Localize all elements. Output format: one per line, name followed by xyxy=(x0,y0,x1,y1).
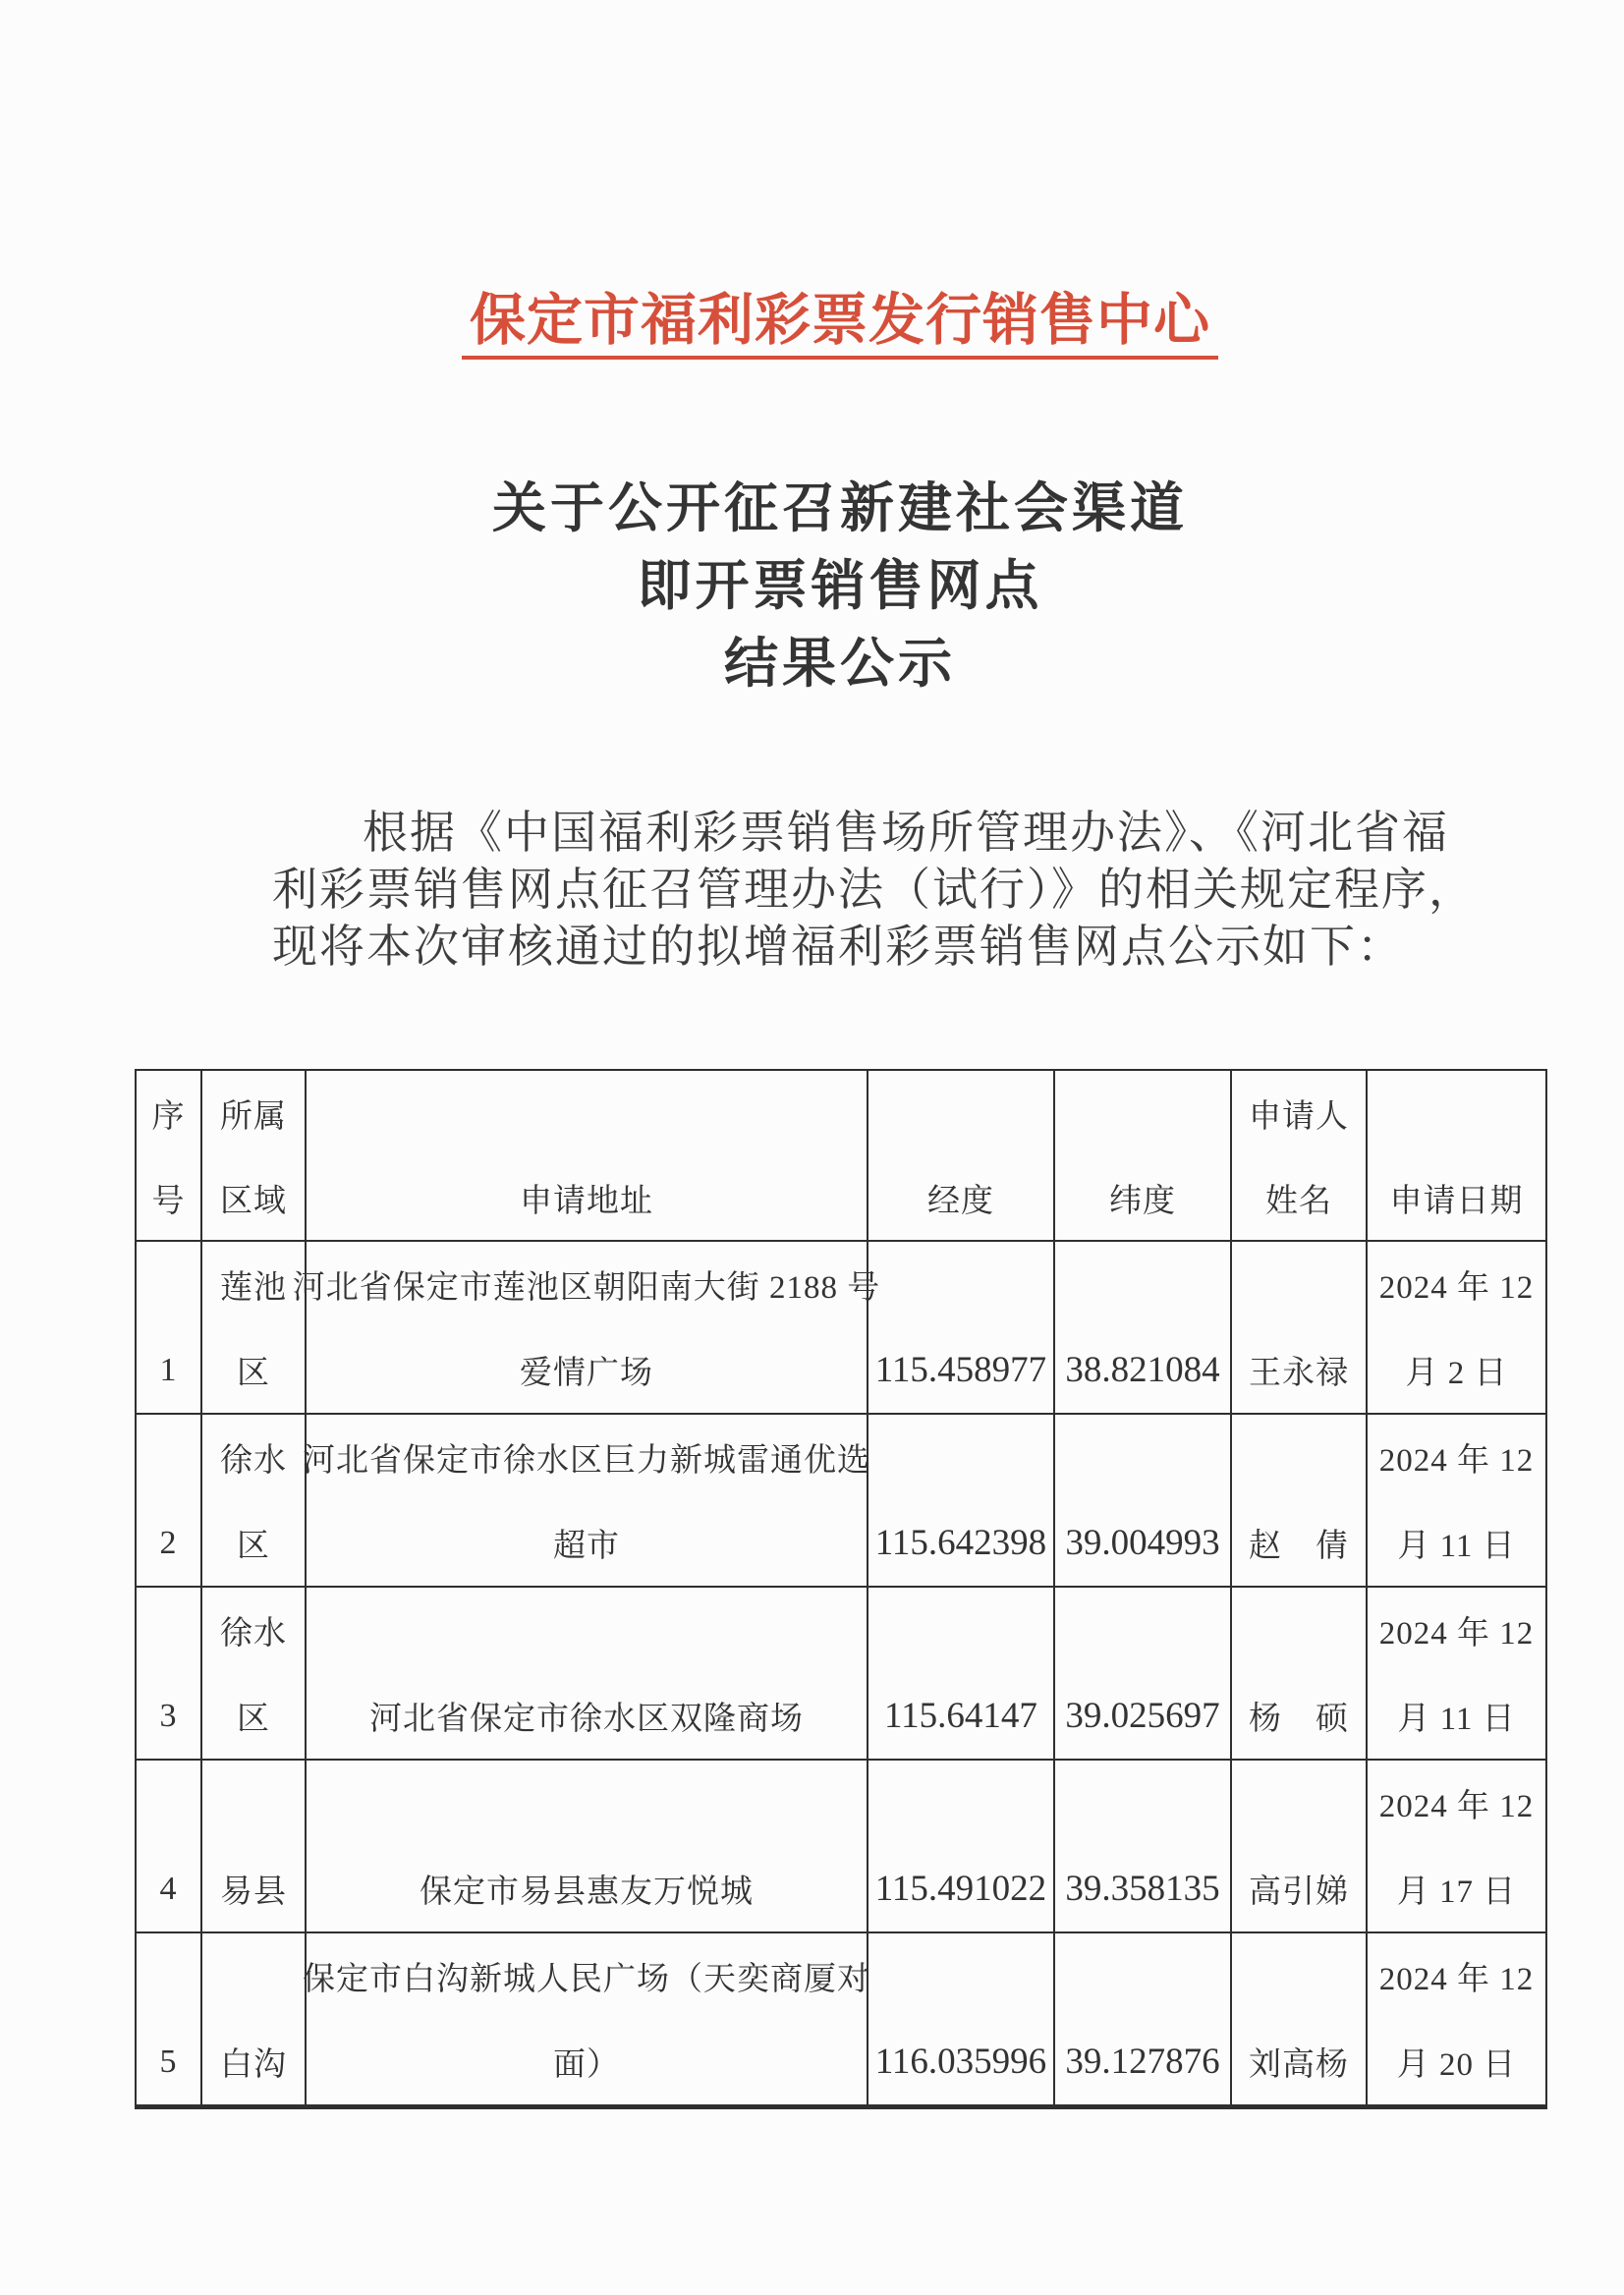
cell-content xyxy=(868,1327,1053,1413)
table-row xyxy=(136,1760,1546,1932)
cell-content xyxy=(1055,1846,1230,1931)
cell-content xyxy=(137,1327,200,1413)
cell-index xyxy=(136,1932,201,2107)
cell-line: 2 xyxy=(159,1524,178,1561)
cell-line: 纬度 xyxy=(1109,1183,1176,1219)
cell-line: 5 xyxy=(159,2043,178,2080)
cell-content xyxy=(1055,2019,1230,2104)
col-header-longitude xyxy=(868,1070,1054,1241)
cell-index xyxy=(136,1414,201,1587)
cell-longitude xyxy=(868,1414,1054,1587)
cell-line: 3 xyxy=(159,1697,178,1734)
cell-region xyxy=(201,1760,306,1932)
table-row xyxy=(136,1587,1546,1760)
cell-index xyxy=(136,1587,201,1760)
table-row xyxy=(136,1414,1546,1587)
cell-line: 区 xyxy=(237,1702,270,1737)
cell-applicant xyxy=(1231,1760,1367,1932)
document-content xyxy=(135,291,1545,2109)
cell-line: 杨 硕 xyxy=(1249,1702,1349,1737)
cell-address xyxy=(306,1760,868,1932)
cell-content xyxy=(137,2019,200,2104)
cell-line: 王永禄 xyxy=(1249,1356,1349,1391)
cell-address xyxy=(303,1932,870,2107)
cell-line: 115.64147 xyxy=(884,1696,1037,1736)
cell-line: 保定市易县惠友万悦城 xyxy=(420,1875,754,1910)
cell-content xyxy=(303,1933,870,2104)
cell-content xyxy=(137,1673,200,1759)
cell-content xyxy=(1232,1846,1366,1931)
col-header-address xyxy=(306,1070,868,1241)
cell-content xyxy=(1055,1327,1230,1413)
cell-date xyxy=(1367,1932,1546,2107)
cell-content xyxy=(1055,1155,1230,1240)
cell-line: 月 17 日 xyxy=(1396,1875,1517,1910)
cell-content xyxy=(1232,1673,1366,1759)
col-header-applicant xyxy=(1231,1070,1367,1241)
cell-index xyxy=(136,1760,201,1932)
table-body xyxy=(136,1241,1546,2107)
cell-content xyxy=(202,1588,305,1759)
cell-latitude xyxy=(1054,1414,1231,1587)
cell-line: 刘高杨 xyxy=(1249,2047,1349,2083)
cell-longitude xyxy=(868,1241,1054,1414)
cell-content xyxy=(1055,1500,1230,1586)
cell-content xyxy=(1368,1415,1545,1586)
cell-latitude xyxy=(1054,1587,1231,1760)
cell-line: 39.025697 xyxy=(1065,1696,1220,1736)
subtitle-block xyxy=(135,470,1545,702)
cell-line: 115.491022 xyxy=(874,1869,1047,1909)
cell-line: 序 xyxy=(151,1098,186,1135)
cell-line: 2024 年 12 xyxy=(1378,1270,1535,1306)
cell-line: 保定市白沟新城人民广场（天奕商厦对 xyxy=(303,1962,870,1997)
cell-line: 月 11 日 xyxy=(1397,1702,1516,1737)
cell-line: 徐水 xyxy=(220,1616,287,1651)
table-header-row xyxy=(136,1070,1546,1241)
cell-line: 易县 xyxy=(220,1875,287,1910)
cell-date xyxy=(1367,1241,1546,1414)
cell-line: 月 11 日 xyxy=(1397,1529,1516,1564)
cell-date xyxy=(1367,1587,1546,1760)
cell-address xyxy=(306,1587,868,1760)
paragraph-line-2: 利彩票销售网点征召管理办法（试行）》的相关规定程序， xyxy=(272,865,1476,915)
cell-content xyxy=(137,1846,200,1931)
cell-content xyxy=(292,1242,881,1413)
cell-content xyxy=(1232,1071,1366,1240)
cell-line: 2024 年 12 xyxy=(1378,1962,1535,1997)
cell-content xyxy=(868,1155,1053,1240)
cell-line: 月 2 日 xyxy=(1405,1356,1508,1391)
cell-line: 河北省保定市徐水区巨力新城雷通优选 xyxy=(303,1443,870,1479)
cell-longitude xyxy=(868,1760,1054,1932)
cell-line: 2024 年 12 xyxy=(1378,1789,1535,1824)
title-wrap xyxy=(135,291,1545,360)
cell-content xyxy=(1232,1327,1366,1413)
col-header-index xyxy=(136,1070,201,1241)
cell-content xyxy=(202,1242,305,1413)
cell-content xyxy=(202,1846,305,1931)
cell-line: 39.004993 xyxy=(1065,1523,1220,1563)
cell-line: 莲池 xyxy=(220,1270,287,1306)
cell-line: 区域 xyxy=(220,1183,287,1219)
col-header-region xyxy=(201,1070,306,1241)
cell-line: 4 xyxy=(159,1870,178,1907)
cell-content xyxy=(307,1673,867,1759)
cell-latitude xyxy=(1054,1241,1231,1414)
table-row xyxy=(136,1241,1546,1414)
cell-line: 39.358135 xyxy=(1065,1869,1220,1909)
col-header-latitude xyxy=(1054,1070,1231,1241)
cell-line: 区 xyxy=(237,1356,270,1391)
col-header-date xyxy=(1367,1070,1546,1241)
cell-content xyxy=(1368,1588,1545,1759)
cell-content xyxy=(868,1500,1053,1586)
cell-content xyxy=(1368,1761,1545,1931)
cell-content xyxy=(137,1500,200,1586)
cell-line: 徐水 xyxy=(220,1443,287,1479)
cell-applicant xyxy=(1231,1932,1367,2107)
cell-longitude xyxy=(868,1932,1054,2107)
cell-content xyxy=(1055,1673,1230,1759)
cell-content xyxy=(868,1846,1053,1931)
cell-address xyxy=(303,1414,870,1587)
cell-region xyxy=(201,1932,306,2107)
cell-content xyxy=(868,2019,1053,2104)
cell-line: 115.458977 xyxy=(874,1350,1047,1390)
cell-content xyxy=(1368,1242,1545,1413)
cell-line: 39.127876 xyxy=(1065,2042,1220,2082)
cell-line: 申请日期 xyxy=(1389,1183,1524,1219)
cell-line: 河北省保定市莲池区朝阳南大街 2188 号 xyxy=(292,1270,881,1306)
cell-region xyxy=(201,1587,306,1760)
cell-content xyxy=(868,1673,1053,1759)
cell-applicant xyxy=(1231,1587,1367,1760)
cell-line: 116.035996 xyxy=(874,2042,1047,2082)
cell-address xyxy=(292,1241,881,1414)
cell-content xyxy=(202,1071,305,1240)
cell-date xyxy=(1367,1760,1546,1932)
cell-line: 月 20 日 xyxy=(1396,2047,1517,2083)
cell-line: 超市 xyxy=(553,1529,620,1564)
cell-content xyxy=(307,1846,867,1931)
cell-line: 经度 xyxy=(927,1183,994,1219)
cell-line: 区 xyxy=(237,1529,270,1564)
cell-line: 申请地址 xyxy=(520,1183,653,1219)
cell-content xyxy=(202,2019,305,2104)
cell-line: 申请人 xyxy=(1249,1098,1349,1135)
results-table xyxy=(135,1069,1547,2109)
subtitle-line-3: 结果公示 xyxy=(723,634,956,694)
cell-region xyxy=(201,1414,306,1587)
cell-content xyxy=(303,1415,870,1586)
cell-content xyxy=(137,1071,200,1240)
table-header xyxy=(136,1070,1546,1241)
cell-line: 河北省保定市徐水区双隆商场 xyxy=(369,1702,804,1737)
subtitle-line-2: 即开票销售网点 xyxy=(637,556,1043,616)
cell-region xyxy=(201,1241,306,1414)
cell-applicant xyxy=(1231,1241,1367,1414)
cell-line: 面） xyxy=(553,2047,620,2083)
page-title: 保定市福利彩票发行销售中心 xyxy=(462,291,1218,360)
cell-content xyxy=(1368,1155,1545,1240)
cell-applicant xyxy=(1231,1414,1367,1587)
cell-line: 2024 年 12 xyxy=(1378,1616,1535,1651)
subtitle-line-1: 关于公开征召新建社会渠道 xyxy=(491,478,1188,538)
cell-line: 高引娣 xyxy=(1249,1875,1349,1910)
cell-line: 号 xyxy=(151,1183,186,1219)
cell-content xyxy=(202,1415,305,1586)
cell-line: 赵 倩 xyxy=(1249,1529,1349,1564)
paragraph-line-3: 现将本次审核通过的拟增福利彩票销售网点公示如下： xyxy=(272,922,1404,972)
cell-line: 白沟 xyxy=(220,2047,287,2083)
cell-line: 115.642398 xyxy=(874,1523,1047,1563)
cell-latitude xyxy=(1054,1932,1231,2107)
cell-content xyxy=(1368,1933,1545,2104)
intro-paragraph xyxy=(272,805,1540,976)
cell-content xyxy=(307,1155,867,1240)
cell-latitude xyxy=(1054,1760,1231,1932)
cell-line: 1 xyxy=(159,1351,178,1388)
cell-date xyxy=(1367,1414,1546,1587)
cell-line: 所属 xyxy=(220,1098,287,1135)
cell-longitude xyxy=(868,1587,1054,1760)
cell-line: 2024 年 12 xyxy=(1378,1443,1535,1479)
table-row xyxy=(136,1932,1546,2107)
cell-content xyxy=(1232,1500,1366,1586)
cell-index xyxy=(136,1241,201,1414)
cell-line: 爱情广场 xyxy=(520,1356,653,1391)
paragraph-line-1: 根据《中国福利彩票销售场所管理办法》、《河北省福 xyxy=(363,808,1449,858)
cell-content xyxy=(1232,2019,1366,2104)
cell-line: 38.821084 xyxy=(1065,1350,1220,1390)
cell-line: 姓名 xyxy=(1265,1183,1332,1219)
